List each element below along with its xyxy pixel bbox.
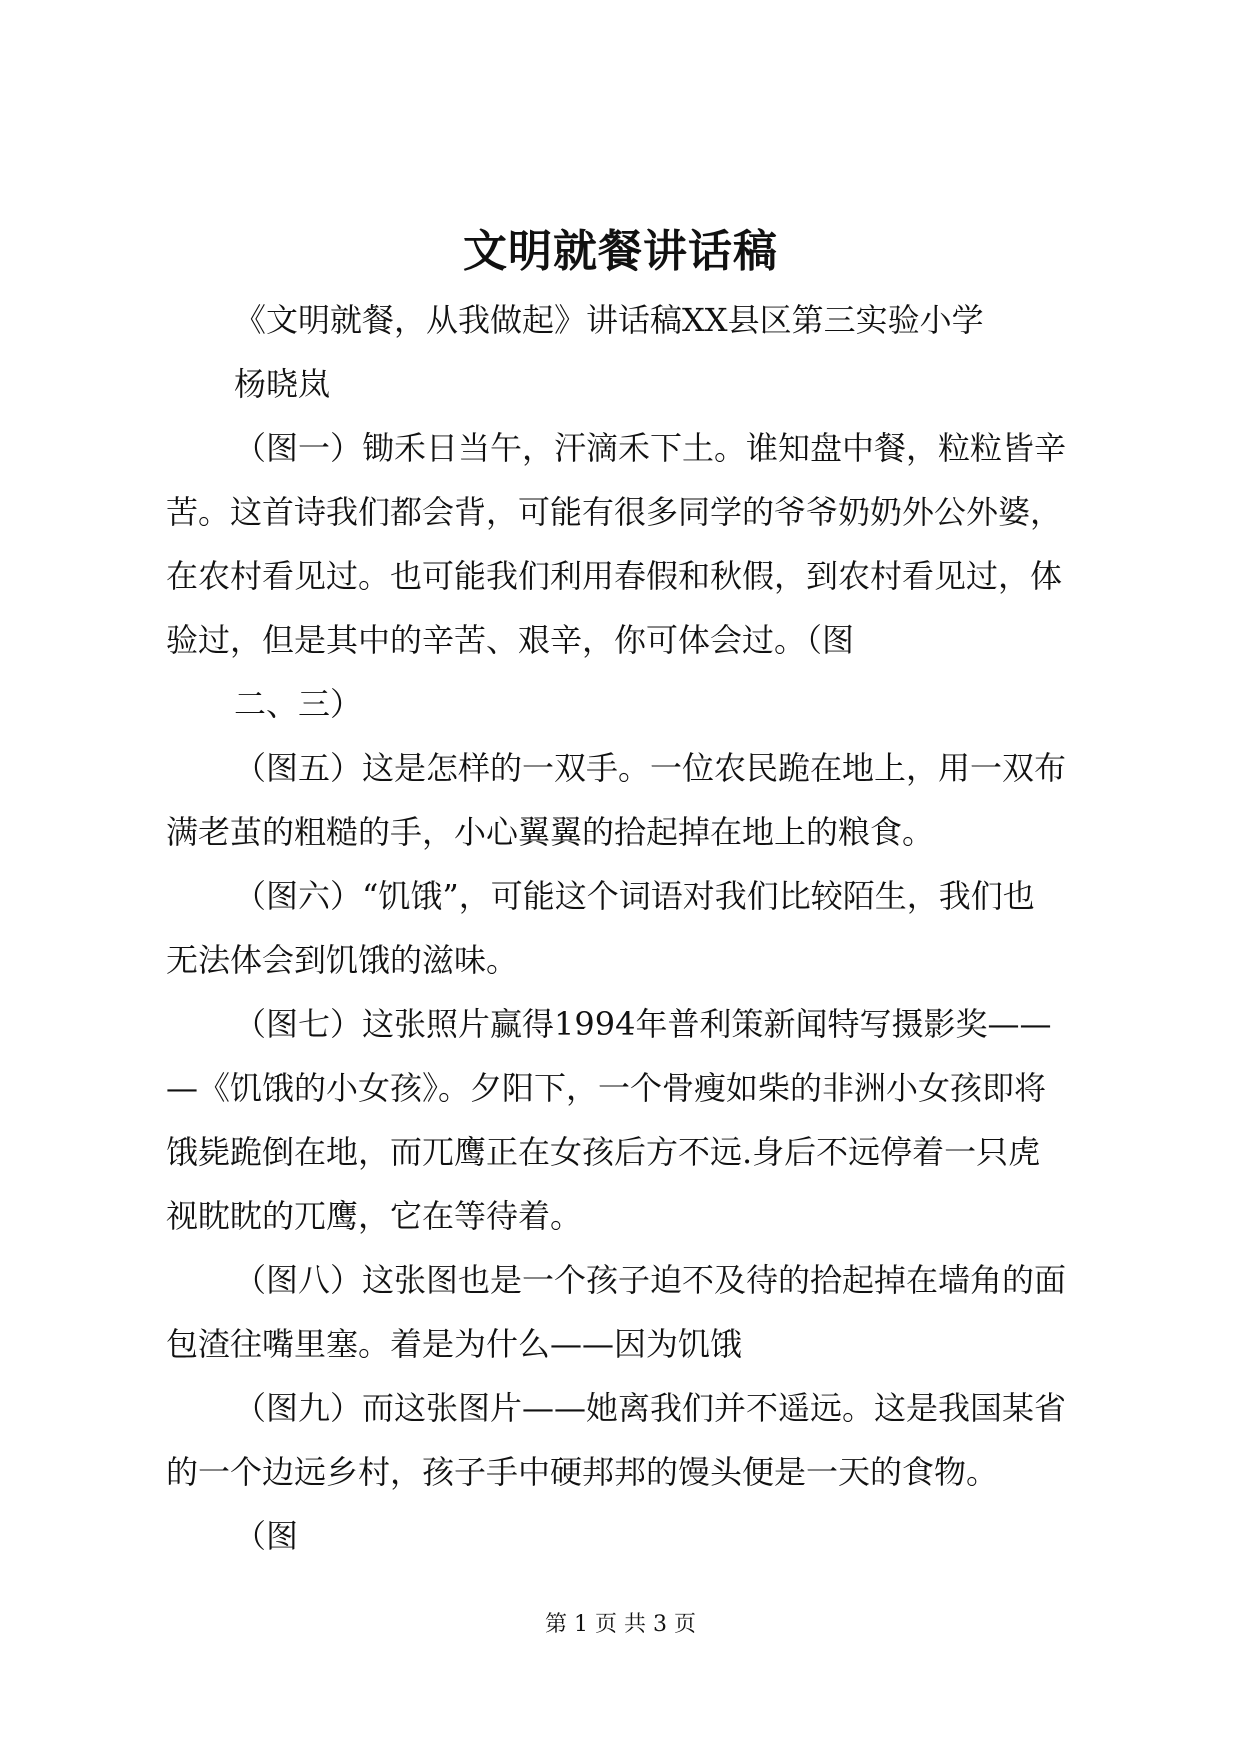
body-line: （图八）这张图也是一个孩子迫不及待的拾起掉在墙角的面 (234, 1261, 1067, 1299)
body-line: （图 (234, 1517, 299, 1555)
body-line: 包渣往嘴里塞。着是为什么——因为饥饿 (166, 1325, 743, 1363)
body-line: （图一）锄禾日当午，汗滴禾下土。谁知盘中餐，粒粒皆辛 (234, 429, 1067, 467)
document-title: 文明就餐讲话稿 (463, 226, 778, 277)
body-line: 视眈眈的兀鹰，它在等待着。 (166, 1197, 583, 1235)
body-line: 无法体会到饥饿的滋味。 (166, 941, 519, 979)
document-body (166, 288, 1076, 1568)
body-line: 满老茧的粗糙的手，小心翼翼的拾起掉在地上的粮食。 (166, 813, 935, 851)
page-footer: 第 1 页 共 3 页 (545, 1612, 696, 1637)
body-line: 的一个边远乡村，孩子手中硬邦邦的馒头便是一天的食物。 (166, 1453, 999, 1491)
body-line: （图九）而这张图片——她离我们并不遥远。这是我国某省 (234, 1389, 1067, 1427)
body-line: 饿毙跪倒在地，而兀鹰正在女孩后方不远.身后不远停着一只虎 (166, 1133, 1041, 1171)
body-line: 在农村看见过。也可能我们利用春假和秋假，到农村看见过，体 (166, 557, 1063, 595)
body-line: 《文明就餐，从我做起》讲话稿XX县区第三实验小学 (234, 301, 984, 339)
body-line: （图六）“饥饿”，可能这个词语对我们比较陌生，我们也 (234, 877, 1035, 915)
body-line: （图五）这是怎样的一双手。一位农民跪在地上，用一双布 (234, 749, 1067, 787)
body-line: 验过，但是其中的辛苦、艰辛，你可体会过。（图 (166, 621, 855, 659)
body-line: 杨晓岚 (234, 365, 331, 403)
body-line: —《饥饿的小女孩》。夕阳下，一个骨瘦如柴的非洲小女孩即将 (166, 1069, 1047, 1107)
body-line: 苦。这首诗我们都会背，可能有很多同学的爷爷奶奶外公外婆， (166, 493, 1063, 531)
body-line: 二、三） (234, 685, 363, 723)
body-line: （图七）这张照片赢得1994年普利策新闻特写摄影奖—— (234, 1005, 1052, 1043)
